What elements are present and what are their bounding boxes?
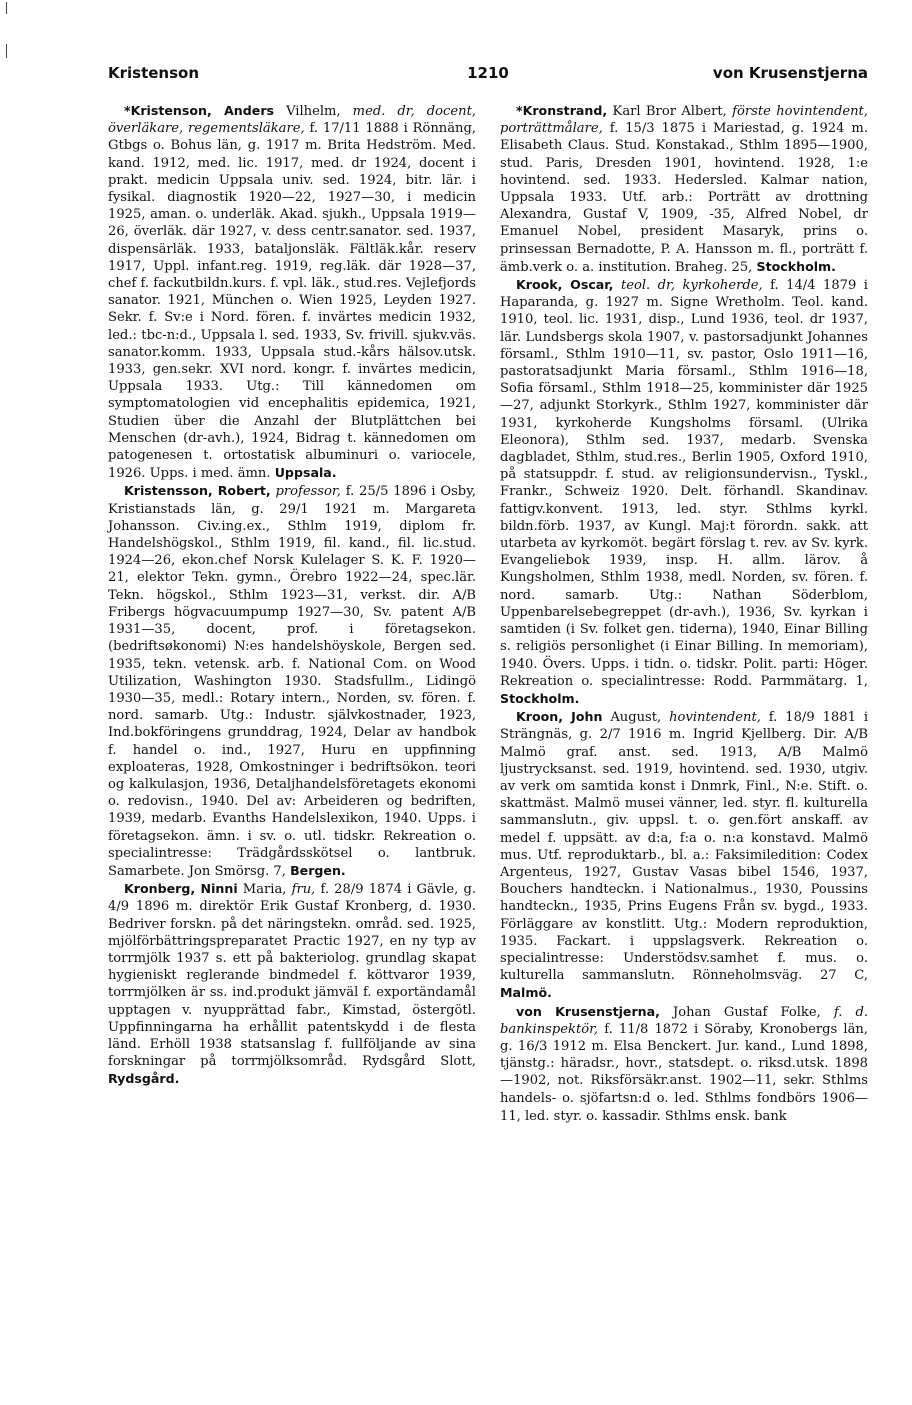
left-column bbox=[108, 102, 476, 1089]
entry-place: Bergen. bbox=[290, 862, 346, 878]
entry-place: Stockholm. bbox=[756, 258, 836, 274]
entry bbox=[108, 102, 476, 482]
entry-name: Kroon, John bbox=[516, 709, 603, 725]
entry-title: hovintendent, bbox=[669, 710, 761, 726]
entry-given-names: Johan Gustaf Folke, bbox=[659, 1004, 834, 1020]
entry-body: f. 25/5 1896 i Osby, Kristianstads län, g. 29/1 1921 m. Margareta Johansson. Civ.ing.ex., Sthlm 1919, diplom fr. Handelshögskol., Sthlm 1919, fil. kand., fil. lic.stud. 1924—26, ekon.chef Norsk Kulelager S. K. F. 1920—21, elektor Tekn. gymn., Örebro 1922—24, spec.lär. Tekn. högskol., Sthlm 1923—31, verkst. dir. A/B Fribergs högvacuumpump 1927—30, Sv. patent A/B 1931—35, docent, prof. i företagsekon. (bedriftsøkonomi) N:es handelshöyskole, Bergen sed. 1935, tekn. vetensk. arb. f. National Com. on Wood Utilization, Washington 1930. Stadsfullm., Lidingö 1930—35, medl.: Rotary intern., Norden, sv. fören. f. nord. samarb. Utg.: Industr. självkostnader, 1923, Ind.bokföringens grunddrag, 1924, Delar av handbok f. handel o. ind., 1927, Huru en uppfinning exploateras, 1928, Omkostninger i bedriftsökon. teori og kalkulasjon, 1936, Detaljhandelsföretagets ekonomi o. redovisn., 1940. Del av: Arbeideren og bedriften, 1939, medarb. Evanths Handelslexikon, 1940. Upps. i företagsekon. ämn. i sv. o. utl. tidskr. Rekreation o. specialintresse: Trädgårdsskötsel o. lantbruk. Samarbete. Jon Smörsg. 7, bbox=[108, 484, 477, 879]
entry-body: f. 17/11 1888 i Rönnäng, Gtbgs o. Bohus län, g. 1917 m. Brita Hedström. Med. kand. 1912, med. lic. 1917, med. dr 1924, docent i prakt. medicin Uppsala univ. sed. 1924, bitr. lär. i fysikal. diagnostik 1920—22, 1927—30, i medicin 1925, aman. o. underläk. Akad. sjukh., Uppsala 1919—26, överläk. där 1927, v. dess centr.sanator. sed. 1937, dispensärläk. 1933, bataljonsläk. Fältläk.kår. reserv 1917, Uppl. infant.reg. 1919, reg.läk. där 1928—37, chef f. fackutbildn.kurs. f. vpl. läk., stud.res. Vejlefjords sanator. 1921, München o. Wien 1925, Leyden 1927. Sekr. f. Sv:e i Nord. fören. f. invärtes medicin 1932, led.: tbc-n:d., Uppsala l. sed. 1933, Sv. frivill. sjukv.väs. sanator.komm. 1933, Uppsala stud.-kårs hälsov.utsk. 1933, gen.sekr. XVI nord. kongr. f. invärtes medicin, Uppsala 1933. Utg.: Till kännedomen om symptomatologien vid encephalitis epidemica, 1921, Studien über die Anzahl der Blutplättchen bei Menschen (dr-avh.), 1924, Bidrag t. kännedomen om patogenesen t. ortostatisk albuminuri o. variocele, 1926. Upps. i med. ämn. bbox=[108, 121, 476, 482]
entry-body: f. 14/4 1879 i Haparanda, g. 1927 m. Signe Wretholm. Teol. kand. 1910, teol. lic. 1931, disp., Lund 1936, teol. dr 1937, lär. Lundsbergs skola 1907, v. pastorsadjunkt Johannes församl., Sthlm 1910—11, sv. pastor, Oslo 1911—16, pastoratsadjunkt Maria församl., Sthlm 1916—18, Sofia församl., Sthlm 1918—25, komminister där 1925—27, adjunkt Storkyrk., Sthlm 1927, komminister där 1931, kyrkoherde Kungsholms församl. (Ulrika Eleonora), Sthlm sed. 1937, medarb. Svenska dagbladet, Sthlm, stud.res., Berlin 1905, Oxford 1910, på statsuppdr. f. stud. av religionsundervisn., Tyskl., Frankr., Schweiz 1920. Delt. förhandl. Skandinav. fattigv.konvent. 1913, led. styr. Sthlms kyrkl. bildn.förb. 1937, av Kungl. Maj:t förordn. sakk. att utarbeta av kyrkomöt. begärt förslag t. rev. av Sv. kyrk. Evangeliebok 1939, insp. H. allm. lärov. å Kungsholmen, Sthlm 1938, medl. Norden, sv. fören. f. nord. samarb. Utg.: Nathan Söderblom, Uppenbarelsebegreppet (dr-avh.), 1936, Sv. kyrkan i samtiden (i Sv. folket gen. tiderna), 1940, Einar Billing s. religiös personlighet (i Einar Billing. In memoriam), 1940. Övers. Upps. i tidn. o. tidskr. Polit. parti: Höger. Rekreation o. specialintresse: Rodd. Parmmätarg. 1, bbox=[500, 278, 868, 689]
entry-given-names: Vilhelm, bbox=[274, 104, 353, 119]
entry-title: förste hovintendent, porträttmålare, bbox=[500, 104, 868, 137]
page-number: 1210 bbox=[467, 64, 509, 82]
entry-title: teol. dr, kyrkoherde, bbox=[620, 278, 763, 294]
entry bbox=[500, 1003, 868, 1125]
entry-name: *Kristenson, Anders bbox=[124, 103, 275, 118]
entry-place: Stockholm. bbox=[500, 690, 580, 706]
running-header bbox=[108, 64, 868, 86]
entry-title: fru, bbox=[291, 882, 316, 898]
entry-title: f. d. bankinspektör, bbox=[500, 1004, 869, 1037]
margin-mark bbox=[6, 44, 7, 58]
header-left-word: Kristenson bbox=[108, 64, 200, 82]
entry-body: f. 11/8 1872 i Söraby, Kronobergs län, g. 16/3 1912 m. Elsa Benckert. Jur. kand., Lund 1898, tjänstg.: häradsr., hovr., statsdept. o. riksd.utsk. 1898—1902, not. Riksförsäkr.anst. 1902—11, sekr. Sthlms handels- o. sjöfartsn:d o. led. Sthlms fondbörs 1906—11, led. styr. o. kassadir. Sthlms ensk. bank bbox=[500, 1021, 868, 1124]
right-column bbox=[500, 102, 868, 1125]
entry bbox=[500, 708, 868, 1002]
entry bbox=[500, 276, 868, 708]
entry-name: Kronberg, Ninni bbox=[124, 881, 238, 897]
entry-given-names: Karl Bror Albert, bbox=[607, 104, 733, 119]
entry-given-names: August, bbox=[602, 710, 670, 726]
entry-body: f. 18/9 1881 i Strängnäs, g. 2/7 1916 m. Ingrid Kjellberg. Dir. A/B Malmö graf. anst. sed. 1913, A/B Malmö ljustrycksanst. sed. 1919, hovintend. sed. 1930, utgiv. av verk om samtida konst i Dnmrk, Finl., N:e. Stift. o. skattmäst. Malmö musei vänner, led. styr. fl. kulturella sammanslutn., giv. uppsl. t. o. gen.fört anskaff. av medel f. uppsätt. av d:a, f:a o. n:a konstavd. Malmö mus. Utf. reproduktarb., bl. a.: Faksimiledition: Codex Argenteus, 1927, Gustav Vasas bibel 1546, 1937, Bouchers handteckn. i Nationalmus., 1930, Poussins handteckn., 1935, Prins Eugens Från sv. bygd., 1933. Förläggare av konstlitt. Utg.: Modern reproduktion, 1935. Fackart. i uppslagsverk. Rekreation o. specialintresse: Understödsv.samhet f. mus. o. kulturella sammanslutn. Rönneholmsväg. 27 C, bbox=[500, 710, 869, 984]
entry-name: Kristensson, Robert, bbox=[124, 483, 271, 499]
entry-title: professor, bbox=[275, 484, 341, 500]
entry-name: von Krusenstjerna, bbox=[516, 1003, 660, 1019]
entry bbox=[108, 482, 476, 880]
entry-place: Malmö. bbox=[500, 985, 552, 1001]
entry-name: Krook, Oscar, bbox=[516, 277, 614, 293]
margin-mark bbox=[6, 2, 7, 14]
entry-given-names: Maria, bbox=[237, 882, 292, 898]
entry-given-names bbox=[613, 278, 620, 293]
entry-name: *Kronstrand, bbox=[516, 103, 608, 118]
entry bbox=[500, 102, 868, 276]
header-right-word: von Krusenstjerna bbox=[712, 64, 868, 82]
entry-title: med. dr, docent, överläkare, regementsläkare, bbox=[108, 104, 477, 137]
entry-place: Rydsgård. bbox=[108, 1071, 180, 1087]
entry-body: f. 15/3 1875 i Mariestad, g. 1924 m. Elisabeth Claus. Stud. Konstakad., Sthlm 1895—1900, stud. Paris, Dresden 1901, hovintend. 1928, 1:e hovintend. sed. 1933. Hedersled. Kalmar nation, Uppsala 1933. Utf. arb.: Porträtt av drottning Alexandra, Gustaf V, 1909, -35, Alfred Nobel, dr Emanuel Nobel, president Masaryk, prins o. prinsessan Bernadotte, P. A. Hansson m. fl., porträtt f. ämb.verk o. a. institution. Braheg. 25, bbox=[500, 121, 868, 275]
entry-place: Uppsala. bbox=[274, 465, 337, 481]
entry bbox=[108, 880, 476, 1088]
entry-body: f. 28/9 1874 i Gävle, g. 4/9 1896 m. direktör Erik Gustaf Kronberg, d. 1930. Bedriver forskn. på det näringstekn. områd. sed. 1925, mjölförbättringspreparatet Practic 1927, en ny typ av torrmjölk 1937 s. ett på bakteriolog. grundlag skapat hygieniskt reglerande bindmedel f. köttvaror 1939, torrmjölken är ss. ind.produkt jämväl f. exportändamål upptagen v. nyupprättad fabr., Kimstad, östergötl. Uppfinningarna ha erhållit patentskydd i de flesta länd. Erhöll 1938 statsanslag f. fullföljande av sina forskningar på torrmjölksområd. Rydsgård Slott, bbox=[108, 882, 476, 1070]
